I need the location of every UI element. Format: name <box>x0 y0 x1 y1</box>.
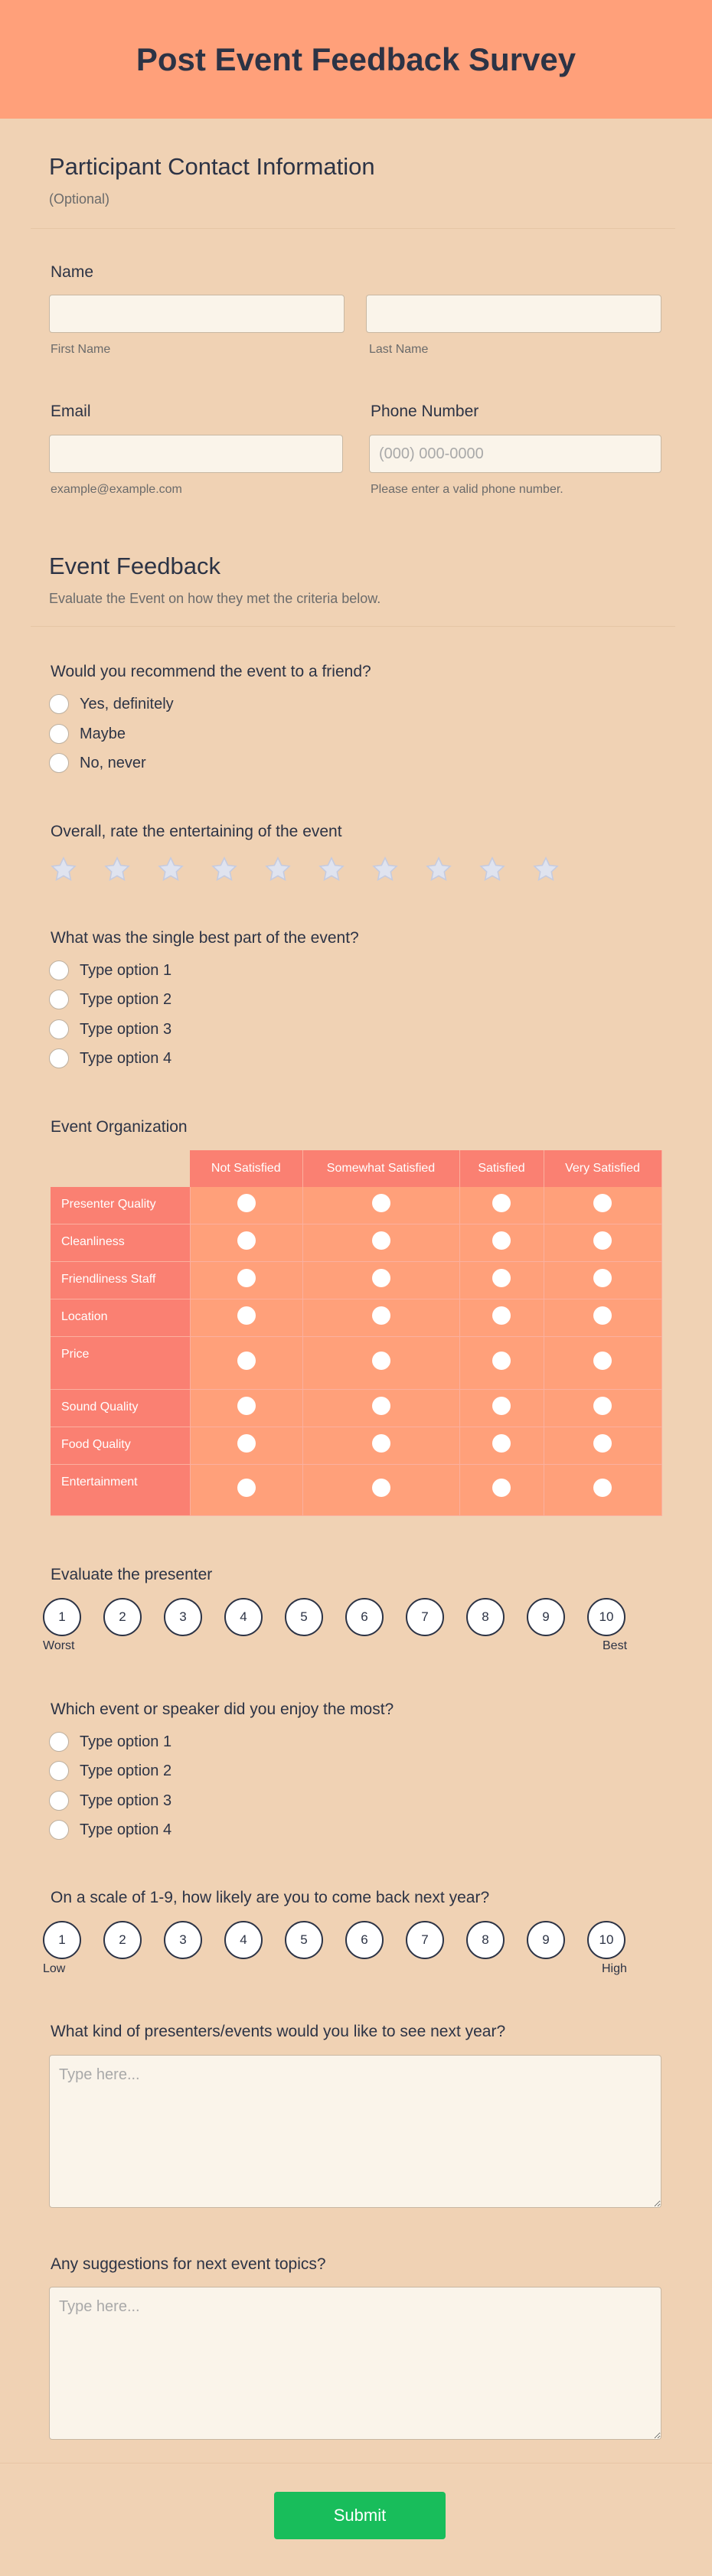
recommend-question: Would you recommend the event to a friend? <box>51 663 371 680</box>
feedback-section-title: Event Feedback <box>49 553 221 579</box>
scale-option[interactable]: 7 <box>406 1921 444 1959</box>
matrix-cell <box>302 1336 459 1389</box>
radio-button[interactable] <box>49 753 69 773</box>
matrix-cell <box>302 1389 459 1427</box>
matrix-cell <box>544 1389 661 1427</box>
best-part-question: What was the single best part of the event? <box>51 929 359 947</box>
radio-label: Type option 4 <box>80 1821 172 1838</box>
matrix-radio-button[interactable] <box>372 1434 390 1453</box>
presenters-next-question: What kind of presenters/events would you like to see next year? <box>51 2023 506 2040</box>
matrix-cell <box>190 1336 302 1389</box>
feedback-section-subtitle: Evaluate the Event on how they met the criteria below. <box>49 591 381 606</box>
matrix-row <box>51 1261 661 1299</box>
come-back-question: On a scale of 1-9, how likely are you to come back next year? <box>51 1889 490 1906</box>
matrix-cell <box>459 1261 544 1299</box>
matrix-radio-button[interactable] <box>372 1479 390 1497</box>
scale-option[interactable]: 7 <box>406 1598 444 1636</box>
star-icon[interactable] <box>317 854 371 885</box>
radio-label: Type option 2 <box>80 1762 172 1779</box>
scale-option[interactable]: 3 <box>164 1921 202 1959</box>
matrix-column-header: Not Satisfied <box>190 1150 302 1187</box>
contact-section-subtitle: (Optional) <box>49 191 110 207</box>
radio-label: Type option 1 <box>80 961 172 979</box>
bottom-divider <box>0 2463 712 2464</box>
matrix-row <box>51 1389 661 1427</box>
matrix-radio-button[interactable] <box>237 1479 256 1497</box>
email-label: Email <box>51 403 91 420</box>
matrix-cell <box>459 1336 544 1389</box>
matrix-cell <box>544 1261 661 1299</box>
matrix-row-label: Location <box>51 1299 190 1336</box>
matrix-cell <box>302 1224 459 1261</box>
scale-option[interactable]: 2 <box>103 1921 142 1959</box>
radio-button[interactable] <box>49 1791 69 1811</box>
best-part-option[interactable] <box>49 1047 171 1070</box>
last-name-input[interactable] <box>366 295 661 333</box>
matrix-radio-button[interactable] <box>492 1269 511 1287</box>
scale-option[interactable]: 4 <box>224 1598 263 1636</box>
phone-label: Phone Number <box>371 403 479 420</box>
organization-matrix <box>51 1150 662 1516</box>
matrix-column-header: Very Satisfied <box>544 1150 661 1187</box>
matrix-row <box>51 1336 661 1389</box>
matrix-radio-button[interactable] <box>593 1434 612 1453</box>
matrix-cell <box>190 1389 302 1427</box>
matrix-radio-button[interactable] <box>593 1306 612 1325</box>
presenter-scale <box>43 1598 625 1636</box>
matrix-row-label: Presenter Quality <box>51 1187 190 1224</box>
contact-divider <box>31 228 675 229</box>
matrix-radio-button[interactable] <box>492 1306 511 1325</box>
matrix-radio-button[interactable] <box>492 1352 511 1370</box>
recommend-option[interactable] <box>49 752 146 774</box>
form-header <box>0 0 712 119</box>
matrix-radio-button[interactable] <box>372 1269 390 1287</box>
contact-section-title: Participant Contact Information <box>49 153 375 180</box>
radio-label: Type option 1 <box>80 1733 172 1750</box>
matrix-cell <box>459 1464 544 1515</box>
scale-option[interactable]: 9 <box>527 1921 565 1959</box>
first-name-input[interactable] <box>49 295 345 333</box>
scale-option[interactable]: 5 <box>285 1598 323 1636</box>
matrix-radio-button[interactable] <box>593 1194 612 1212</box>
matrix-cell <box>459 1427 544 1464</box>
matrix-radio-button[interactable] <box>372 1231 390 1250</box>
matrix-row <box>51 1299 661 1336</box>
matrix-row <box>51 1187 661 1224</box>
radio-label: Type option 4 <box>80 1049 172 1067</box>
scale-option[interactable]: 2 <box>103 1598 142 1636</box>
matrix-cell <box>459 1299 544 1336</box>
feedback-divider <box>31 626 675 627</box>
matrix-column-header: Somewhat Satisfied <box>302 1150 459 1187</box>
enjoy-most-option[interactable] <box>49 1818 171 1841</box>
scale-option[interactable]: 5 <box>285 1921 323 1959</box>
star-icon[interactable] <box>156 854 210 885</box>
matrix-row-label: Sound Quality <box>51 1389 190 1427</box>
matrix-cell <box>302 1299 459 1336</box>
star-icon[interactable] <box>49 854 103 885</box>
matrix-row-label: Food Quality <box>51 1427 190 1464</box>
best-part-option[interactable] <box>49 959 171 982</box>
suggestions-question: Any suggestions for next event topics? <box>51 2255 326 2273</box>
matrix-radio-button[interactable] <box>492 1434 511 1453</box>
matrix-radio-button[interactable] <box>593 1352 612 1370</box>
star-icon[interactable] <box>263 854 317 885</box>
matrix-radio-button[interactable] <box>593 1269 612 1287</box>
scale-option[interactable]: 8 <box>466 1921 505 1959</box>
matrix-radio-button[interactable] <box>237 1194 256 1212</box>
star-icon[interactable] <box>531 854 585 885</box>
radio-button[interactable] <box>49 1732 69 1752</box>
matrix-radio-button[interactable] <box>372 1194 390 1212</box>
scale-option[interactable]: 8 <box>466 1598 505 1636</box>
submit-button[interactable]: Submit <box>274 2492 446 2539</box>
matrix-cell <box>544 1336 661 1389</box>
radio-label: Yes, definitely <box>80 695 174 712</box>
radio-label: Type option 3 <box>80 1792 172 1809</box>
matrix-cell <box>190 1299 302 1336</box>
matrix-radio-button[interactable] <box>372 1306 390 1325</box>
radio-button[interactable] <box>49 1820 69 1840</box>
enjoy-most-option[interactable] <box>49 1730 171 1753</box>
radio-button[interactable] <box>49 1761 69 1781</box>
matrix-cell <box>302 1464 459 1515</box>
matrix-corner <box>51 1150 190 1187</box>
matrix-radio-button[interactable] <box>372 1352 390 1370</box>
radio-button[interactable] <box>49 724 69 744</box>
scale-option[interactable]: 1 <box>43 1598 81 1636</box>
presenters-next-textarea[interactable] <box>49 2055 661 2208</box>
star-icon[interactable] <box>103 854 156 885</box>
radio-label: No, never <box>80 754 146 771</box>
matrix-radio-button[interactable] <box>593 1231 612 1250</box>
radio-button[interactable] <box>49 990 69 1009</box>
scale-option[interactable]: 6 <box>345 1921 384 1959</box>
come-back-high-label: High <box>602 1962 627 1975</box>
matrix-cell <box>544 1299 661 1336</box>
first-name-sublabel: First Name <box>51 343 111 356</box>
enjoy-most-question: Which event or speaker did you enjoy the most? <box>51 1700 394 1718</box>
matrix-row-label: Friendliness Staff <box>51 1261 190 1299</box>
matrix-row <box>51 1224 661 1261</box>
star-icon[interactable] <box>210 854 263 885</box>
best-part-option[interactable] <box>49 988 171 1011</box>
matrix-cell <box>459 1187 544 1224</box>
star-rating[interactable] <box>49 854 585 885</box>
last-name-sublabel: Last Name <box>369 343 429 356</box>
matrix-radio-button[interactable] <box>593 1479 612 1497</box>
come-back-scale <box>43 1921 625 1959</box>
scale-option[interactable]: 1 <box>43 1921 81 1959</box>
matrix-cell <box>544 1464 661 1515</box>
scale-option[interactable]: 3 <box>164 1598 202 1636</box>
matrix-row-label: Entertainment <box>51 1464 190 1515</box>
matrix-cell <box>544 1427 661 1464</box>
best-part-option[interactable] <box>49 1018 171 1041</box>
email-input[interactable] <box>49 435 343 473</box>
star-icon[interactable] <box>424 854 478 885</box>
matrix-radio-button[interactable] <box>492 1397 511 1415</box>
presenter-high-label: Best <box>603 1639 628 1652</box>
come-back-low-label: Low <box>43 1962 66 1975</box>
matrix-radio-button[interactable] <box>372 1397 390 1415</box>
radio-label: Type option 3 <box>80 1020 172 1038</box>
matrix-radio-button[interactable] <box>237 1231 256 1250</box>
enjoy-most-option[interactable] <box>49 1789 171 1812</box>
matrix-radio-button[interactable] <box>237 1352 256 1370</box>
matrix-cell <box>459 1224 544 1261</box>
matrix-radio-button[interactable] <box>237 1434 256 1453</box>
matrix-radio-button[interactable] <box>492 1231 511 1250</box>
star-icon[interactable] <box>478 854 531 885</box>
scale-option[interactable]: 10 <box>587 1598 625 1636</box>
presenter-low-label: Worst <box>43 1639 75 1652</box>
matrix-radio-button[interactable] <box>237 1306 256 1325</box>
recommend-option[interactable] <box>49 693 174 716</box>
matrix-cell <box>190 1187 302 1224</box>
radio-button[interactable] <box>49 960 69 980</box>
matrix-cell <box>190 1261 302 1299</box>
recommend-option[interactable] <box>49 722 126 745</box>
matrix-column-header: Satisfied <box>459 1150 544 1187</box>
matrix-row-label: Cleanliness <box>51 1224 190 1261</box>
organization-question: Event Organization <box>51 1118 188 1136</box>
matrix-cell <box>459 1389 544 1427</box>
radio-button[interactable] <box>49 1048 69 1068</box>
enjoy-most-option[interactable] <box>49 1759 171 1782</box>
matrix-cell <box>544 1187 661 1224</box>
matrix-cell <box>190 1464 302 1515</box>
matrix-cell <box>544 1224 661 1261</box>
matrix-row <box>51 1427 661 1464</box>
matrix-cell <box>302 1427 459 1464</box>
radio-button[interactable] <box>49 694 69 714</box>
scale-option[interactable]: 6 <box>345 1598 384 1636</box>
scale-option[interactable]: 9 <box>527 1598 565 1636</box>
rating-question: Overall, rate the entertaining of the event <box>51 823 342 840</box>
email-sublabel: example@example.com <box>51 483 182 496</box>
star-icon[interactable] <box>371 854 424 885</box>
matrix-cell <box>302 1187 459 1224</box>
phone-sublabel: Please enter a valid phone number. <box>371 483 563 496</box>
radio-label: Type option 2 <box>80 990 172 1008</box>
matrix-cell <box>190 1224 302 1261</box>
matrix-radio-button[interactable] <box>237 1269 256 1287</box>
suggestions-textarea[interactable] <box>49 2287 661 2440</box>
radio-label: Maybe <box>80 725 126 742</box>
matrix-radio-button[interactable] <box>237 1397 256 1415</box>
name-label: Name <box>51 263 94 281</box>
matrix-radio-button[interactable] <box>492 1194 511 1212</box>
matrix-cell <box>190 1427 302 1464</box>
phone-input[interactable] <box>369 435 661 473</box>
scale-option[interactable]: 4 <box>224 1921 263 1959</box>
radio-button[interactable] <box>49 1019 69 1039</box>
scale-option[interactable]: 10 <box>587 1921 625 1959</box>
matrix-radio-button[interactable] <box>492 1479 511 1497</box>
matrix-row-label: Price <box>51 1336 190 1389</box>
matrix-row <box>51 1464 661 1515</box>
matrix-cell <box>302 1261 459 1299</box>
presenter-question: Evaluate the presenter <box>51 1566 213 1583</box>
form-title: Post Event Feedback Survey <box>136 41 576 77</box>
matrix-radio-button[interactable] <box>593 1397 612 1415</box>
